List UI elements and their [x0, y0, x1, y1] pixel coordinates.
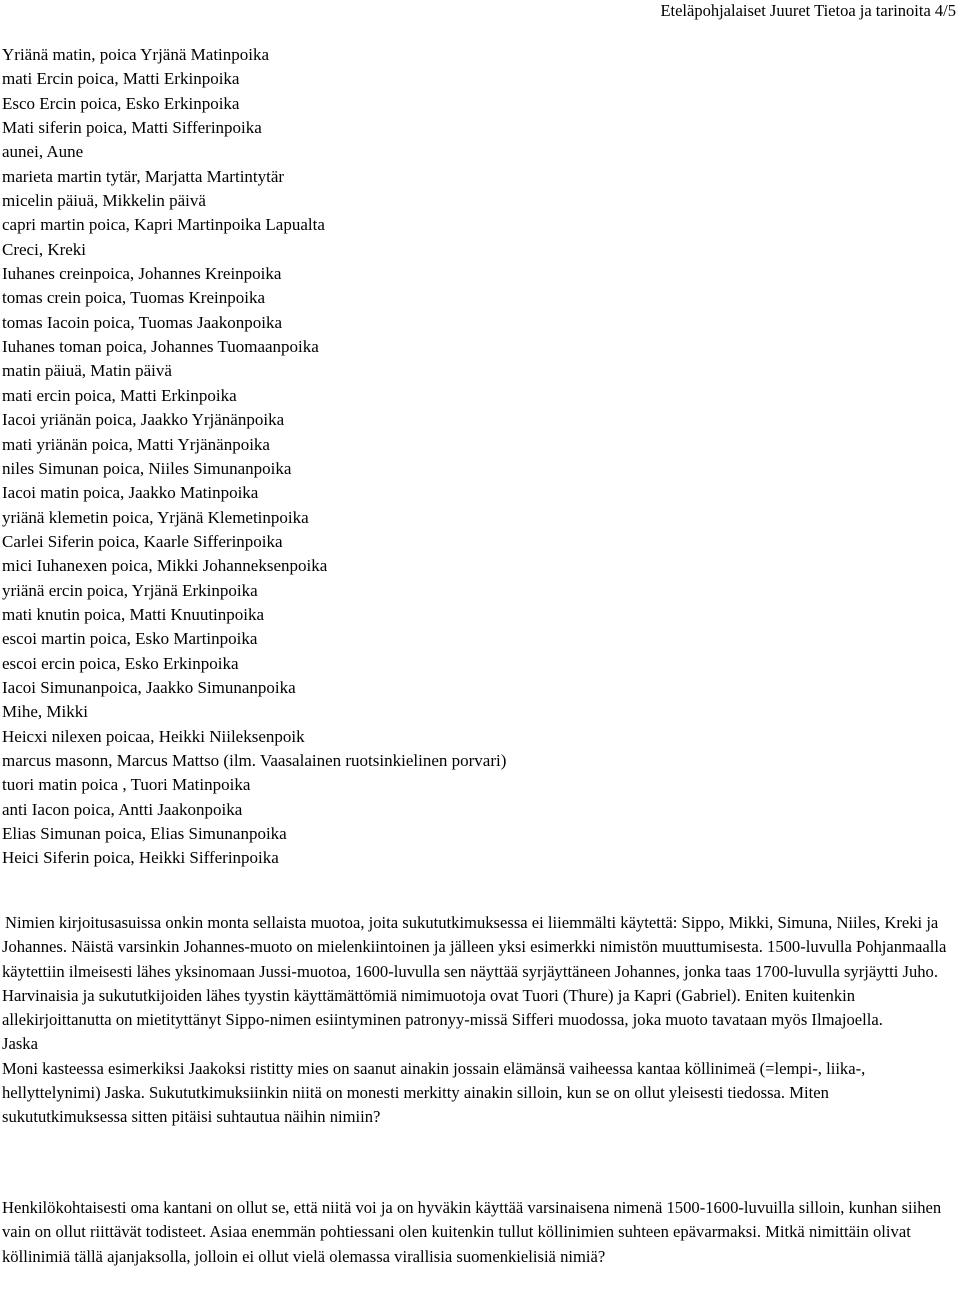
name-list-item: Iuhanes toman poica, Johannes Tuomaanpoika	[2, 337, 319, 357]
name-list-item: anti Iacon poica, Antti Jaakonpoika	[2, 799, 243, 819]
name-list-item: Carlei Siferin poica, Kaarle Sifferinpoika	[2, 531, 283, 551]
name-list-item: Iacoi matin poica, Jaakko Matinpoika	[2, 483, 259, 503]
name-list-item: capri martin poica, Kapri Martinpoika Lapualta	[2, 215, 325, 235]
name-list-item: Elias Simunan poica, Elias Simunanpoika	[2, 824, 287, 843]
paragraph-personal-view: Henkilökohtaisesti oma kantani on ollut se, että niitä voi ja on hyväkin käyttää varsinaisena nimenä 1500-1600-luvuilla silloin, kunhan siihen vain on ollut riittävät todisteet. Asiaa enemmän pohtiessani olen kuitenkin tullut köllinimien suhteen epävarmaksi. Mitkä nimittäin olivat köllinimiä tällä ajanjaksolla, jolloin ei ollut vielä olemassa virallisia suomenkielisiä nimiä?	[2, 1198, 942, 1266]
name-list-item: Mati siferin poica, Matti Sifferinpoika	[2, 118, 262, 138]
name-list-item: yriänä klemetin poica, Yrjänä Klemetinpoika	[2, 507, 309, 527]
name-list-item: mati yriänän poica, Matti Yrjänänpoika	[2, 434, 270, 454]
body-section-2	[2, 1196, 957, 1269]
name-list-item: tomas Iacoin poica, Tuomas Jaakonpoika	[2, 312, 282, 332]
name-list-item: marcus masonn, Marcus Mattso (ilm. Vaasalainen ruotsinkielinen porvari)	[2, 750, 507, 770]
paragraph-name-forms: Nimien kirjoitusasuissa onkin monta sellaista muotoa, joita sukututkimuksessa ei liiemmälti käytettä: Sippo, Mikki, Simuna, Niiles, Kreki ja Johannes. Näistä varsinkin Johannes-muoto on mielenkiintoinen ja jälleen yksi esimerkki nimistön muuttumisesta. 1500-luvulla Pohjanmaalla käytettiin ilmeisesti lähes yksinomaan Jussi-muotoa, 1600-luvulla sen näyttää syrjäyttäneen Johannes, jonka taas 1700-luvulla syrjäytti Juho. Harvinaisia ja sukututkijoiden lähes tyystin käyttämättömiä nimimuotoja ovat Tuori (Thure) ja Kapri (Gabriel). Eniten kuitenkin allekirjoittanutta on mietityttänyt Sippo-nimen esiintyminen patronyy-missä Sifferi muodossa, joka muoto tavataan myös Ilmajoella.	[2, 913, 947, 1030]
name-list-item: micelin päiuä, Mikkelin päivä	[2, 191, 206, 211]
heading-jaska: Jaska	[2, 1034, 38, 1054]
name-list-item: Creci, Kreki	[2, 239, 87, 259]
body-section-1	[2, 911, 957, 1130]
name-list-item: mici Iuhanexen poica, Mikki Johanneksenpoika	[2, 556, 328, 576]
name-list-item: marieta martin tytär, Marjatta Martintytär	[2, 166, 285, 186]
name-list-item: Yriänä matin, poica Yrjänä Matinpoika	[2, 45, 270, 64]
paragraph-nicknames: Moni kasteessa esimerkiksi Jaakoksi ristitty mies on saanut ainakin jossain elämänsä vaiheessa kantaa köllinimeä (=lempi-, liika-, hellyttelynimi) Jaska. Sukututkimuksiinkin niitä on monesti merkitty ainakin silloin, kun se on ollut yleisesti tiedossa. Miten sukututkimuksessa sitten pitäisi suhtautua näihin nimiin?	[2, 1058, 866, 1127]
name-list-item: escoi ercin poica, Esko Erkinpoika	[2, 653, 239, 673]
name-list-item: Heicxi nilexen poicaa, Heikki Niileksenpoik	[2, 726, 305, 746]
name-list-item: Iacoi yriänän poica, Jaakko Yrjänänpoika	[2, 410, 285, 430]
name-list-item: mati Ercin poica, Matti Erkinpoika	[2, 69, 240, 89]
name-list-item: tuori matin poica , Tuori Matinpoika	[2, 775, 251, 795]
name-list-item: yriänä ercin poica, Yrjänä Erkinpoika	[2, 580, 258, 600]
name-list-item: mati knutin poica, Matti Knuutinpoika	[2, 604, 265, 624]
name-list-item: tomas crein poica, Tuomas Kreinpoika	[2, 288, 265, 308]
name-list-item: escoi martin poica, Esko Martinpoika	[2, 629, 258, 649]
name-list-item: Heici Siferin poica, Heikki Sifferinpoika	[2, 848, 279, 868]
name-list-item: Iacoi Simunanpoica, Jaakko Simunanpoika	[2, 677, 296, 697]
name-list-item: Mihe, Mikki	[2, 702, 88, 722]
name-list-item: Esco Ercin poica, Esko Erkinpoika	[2, 93, 240, 113]
name-list	[2, 43, 952, 871]
name-list-item: matin päiuä, Matin päivä	[2, 361, 172, 381]
page-header: Eteläpohjalaiset Juuret Tietoa ja tarinoita 4/5	[660, 1, 956, 20]
name-list-item: mati ercin poica, Matti Erkinpoika	[2, 385, 237, 405]
name-list-item: aunei, Aune	[2, 142, 84, 162]
name-list-item: Iuhanes creinpoica, Johannes Kreinpoika	[2, 264, 282, 284]
name-list-item: niles Simunan poica, Niiles Simunanpoika	[2, 458, 292, 478]
